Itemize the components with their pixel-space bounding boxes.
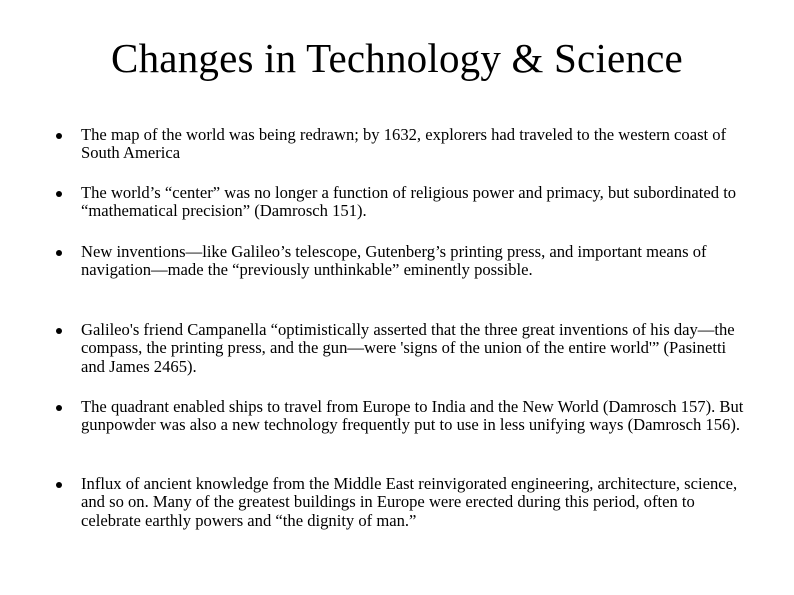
- bullet-dot-icon: [56, 328, 62, 334]
- bullet-dot-icon: [56, 405, 62, 411]
- bullet-dot-icon: [56, 482, 62, 488]
- bullet-text: Influx of ancient knowledge from the Middle East reinvigorated engineering, architecture, science, and so on. Many of the greatest buildings in Europe were erected during this period, often to celebrate earthly powers and “the dignity of man.”: [81, 474, 738, 530]
- bullet-text: The world’s “center” was no longer a function of religious power and primacy, but subordinated to “mathematical precision” (Damrosch 151).: [81, 183, 737, 221]
- bullet-text: Galileo's friend Campanella “optimistically asserted that the three great inventions of his day—the compass, the printing press, and the gun—were 'signs of the union of the entire world'” (Pasinetti and James 2465).: [81, 320, 735, 376]
- bullet-text: The map of the world was being redrawn; by 1632, explorers had traveled to the western coast of South America: [81, 125, 727, 163]
- bullet-dot-icon: [56, 191, 62, 197]
- bullet-text: New inventions—like Galileo’s telescope, Gutenberg’s printing press, and important means of navigation—made the “previously unthinkable” eminently possible.: [81, 242, 707, 280]
- bullet-dot-icon: [56, 250, 62, 256]
- bullet-text: The quadrant enabled ships to travel from Europe to India and the New World (Damrosch 157). But gunpowder was also a new technology frequently put to use in less unifying ways (Damrosch 156).: [81, 397, 744, 435]
- slide-title: Changes in Technology & Science: [111, 35, 683, 81]
- bullet-dot-icon: [56, 133, 62, 139]
